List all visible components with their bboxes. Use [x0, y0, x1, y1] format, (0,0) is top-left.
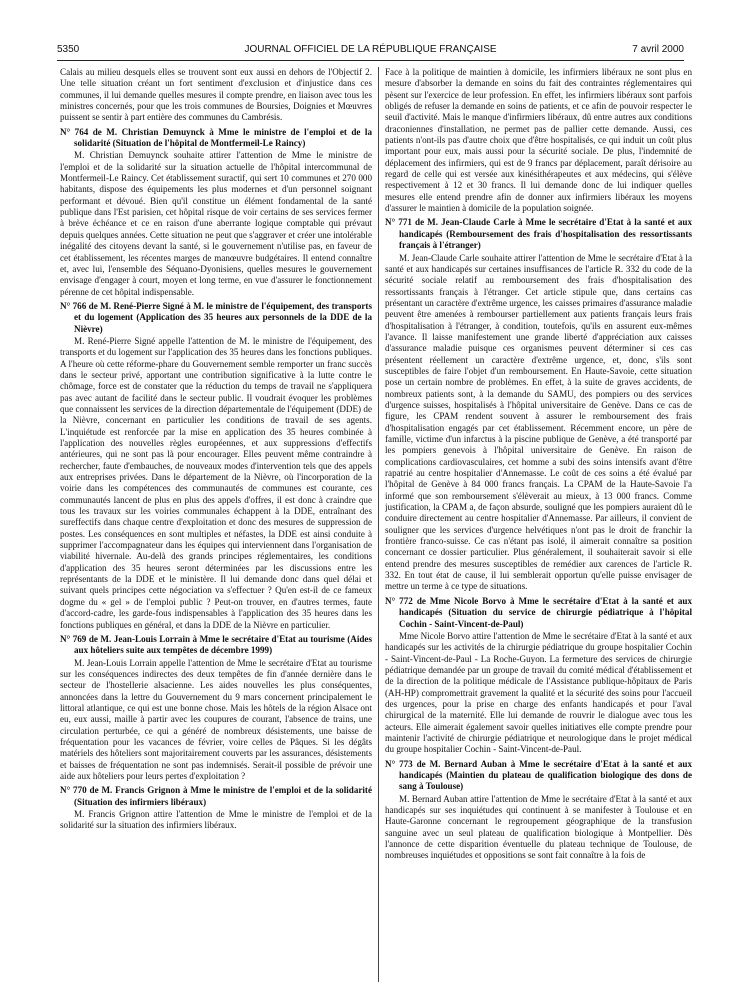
question-number: N° 770 [60, 785, 87, 796]
question-heading-769 [60, 634, 372, 657]
journal-title: JOURNAL OFFICIEL DE LA RÉPUBLIQUE FRANÇAISE [244, 44, 497, 55]
question-heading-771 [385, 217, 692, 251]
question-heading-766 [60, 301, 372, 335]
question-body-772: Mme Nicole Borvo attire l'attention de Mme le secrétaire d'Etat à la santé et aux handicapés sur les activités de la chirurgie pédiatrique du groupe hospitalier Cochin - Saint-Vincent-de-Paul - La Roche-Guyon. La fermeture des services de chirurgie pédiatrique demandée par un groupe de travail du comité médical d'établissement et de la direction de la politique médicale de l'Assistance publique-hôpitaux de Paris (AH-HP) compromettrait gravement la qualité et la sécurité des soins pour l'accueil des urgences, pour la prise en charge des enfants handicapés et pour l'aval chirurgical de la maternité. Elle lui demande de rouvrir le dialogue avec tous les acteurs. Elle aimerait également savoir quelles initiatives elle compte prendre pour maintenir l'activité de chirurgie pédiatrique et neurologique dans le projet médical du groupe hospitalier Cochin - Saint-Vincent-de-Paul. [385, 630, 692, 755]
question-number: N° 766 [60, 300, 87, 311]
question-body-771: M. Jean-Claude Carle souhaite attirer l'attention de Mme le secrétaire d'Etat à la santé et aux handicapés sur certaines insuffisances de l'article R. 332 du code de la sécurité sociale relatif au remboursement des frais d'hospitalisation des ressortissants français à l'étranger. Cet article stipule que, dans certains cas présentant un caractère d'extrême urgence, les caisses primaires d'assurance maladie peuvent être amenées à rembourser partiellement aux patients français leurs frais d'hospitalisation à l'étranger, à condition, toutefois, qu'ils en assurent eux-mêmes l'avance. Il laisse manifestement une grande liberté d'appréciation aux caisses d'assurance maladie puisque ces organismes peuvent déterminer si ces cas présentent réellement un caractère d'extrême urgence, et, donc, s'ils sont susceptibles de faire l'objet d'un remboursement. En Haute-Savoie, cette situation pose un certain nombre de problèmes. En effet, à la suite de graves accidents, de nombreux patients sont, à la demande du SAMU, des pompiers ou des services d'urgence suisses, hospitalisés à l'hôpital universitaire de Genève. Dans ce cas de figure, les CPAM rendent souvent à assurer le remboursement des frais d'hospitalisation engagés par cet établissement. Récemment encore, un père de famille, victime d'un infarctus à la piscine publique de Genève, a été transporté par les pompiers genevois à l'hôpital universitaire de Genève. En raison de complications cardiovasculaires, cet homme a subi des soins intensifs avant d'être rapatrié au centre hospitalier d'Annemasse. Le coût de ces soins a été évalué par l'hôpital de Genève à 84 000 francs français. La CPAM de la Haute-Savoie l'a informé que son remboursement s'élèverait au mieux, à 13 000 francs. Comme justification, la CPAM a, de façon absurde, souligné que les pompiers auraient dû le conduire directement au centre hospitalier d'Annemasse. Par ailleurs, il convient de souligner que les services d'urgence helvétiques n'ont pas le droit de franchir la frontière franco-suisse. Ce cas n'étant pas isolé, il aimerait connaître sa position concernant ce dossier particulier. Plus généralement, il souhaiterait savoir si elle entend prendre des mesures susceptibles de remédier aux carences de l'article R. 332. En tout état de cause, il lui semblerait opportun qu'elle puisse envisager de mettre un terme à ce type de situations. [385, 252, 692, 592]
left-column [60, 67, 372, 982]
question-title: de M. Jean-Claude Carle à Mme le secrétaire d'Etat à la santé et aux handicapés (Remboursement des frais d'hospitalisation des ressortissants français à l'étranger) [399, 217, 692, 251]
question-title: de Mme Nicole Borvo à Mme le secrétaire d'Etat à la santé et aux handicapés (Situation du service de chirurgie pédiatrique à l'hôpital Cochin - Saint-Vincent-de-Paul) [399, 595, 692, 629]
question-heading-773 [385, 759, 692, 793]
question-body-766: M. René-Pierre Signé appelle l'attention de M. le ministre de l'équipement, des transports et du logement sur l'application des 35 heures dans les fonctions publiques. A l'heure où cette réforme-phare du Gouvernement semble remporter un franc succès dans le secteur privé, apportant une contribution significative à la lutte contre le chômage, force est de constater que la réduction du temps de travail ne s'appliquera pas avec autant de facilité dans le secteur public. Il voudrait évoquer les problèmes que connaissent les services de la direction départementale de l'équipement (DDE) de la Nièvre, concernant en particulier les conditions de travail de ses agents. L'inquiétude est renforcée par la mise en application des 35 heures combinée à l'application des nouvelles règles européennes, et aux suppressions d'effectifs antérieures, qui ne sont pas là pour encourager. Elles peuvent même contraindre à rechercher, faute d'embauches, de nouveaux modes d'intervention tels que des appels aux entreprises privées. Dans le département de la Nièvre, où l'incorporation de la voirie dans les compétences des communautés de communes est courante, ces communautés lancent de plus en plus des appels d'offres, il est donc à craindre que tous les travaux sur les voiries communales échappent à la DDE, entraînant des sureffectifs dans chaque centre d'exploitation et donc des mesures de suppression de postes. Les conséquences en sont multiples et néfastes, la DDE est ainsi conduite à supprimer l'accompagnateur dans les équipes qui interviennent dans l'organisation de viabilité hivernale. Au-delà des grands principes réglementaires, les conditions d'application des 35 heures seront déterminées par les discussions entre les représentants de la DDE et le ministère. Il lui demande donc dans quel délai et suivant quels principes cette négociation va s'effectuer ? Qu'en est-il de ce fameux dogme du « gel » de l'emploi public ? Peut-on trouver, en d'autres termes, faute d'accord-cadre, les garde-fous indispensables à l'application des 35 heures dans les fonctions publiques en général, et dans la DDE de la Nièvre en particulier. [60, 335, 372, 630]
question-number: N° 773 [385, 758, 413, 769]
question-body-764: M. Christian Demuynck souhaite attirer l'attention de Mme le ministre de l'emploi et de la solidarité sur la situation actuelle de l'hôpital intercommunal de Montfermeil-Le Raincy. Cet établissement suractif, qui sert 10 communes et 270 000 habitants, dispose des équipements les plus modernes et d'un personnel soignant performant et dévoué. Bien qu'il constitue un élément fondamental de la santé publique dans l'Est parisien, cet hôpital risque de voir certains de ses services fermer à brève échéance et ce en raison d'une aberrante logique comptable qui prévaut depuis quelques années. Cette situation ne peut que s'aggraver et créer une intolérable inégalité des citoyens devant la santé, si le gouvernement n'utilise pas, en faveur de cet établissement, les récentes marges de manœuvre budgétaires. Il entend connaître et, avec lui, l'ensemble des Séquano-Dyonisiens, quelles mesures le gouvernement envisage d'engager à court, moyen et long terme, en vue d'assurer le fonctionnement pérenne de cet hôpital indispensable. [60, 150, 372, 297]
page-header [57, 42, 684, 58]
question-body-773: M. Bernard Auban attire l'attention de Mme le secrétaire d'Etat à la santé et aux handicapés sur ses inquiétudes qui continuent à se manifester à Toulouse et en Haute-Garonne concernant le regroupement géographique de la transfusion sanguine avec un seul plateau de qualification biologique à Montpellier. Dès l'annonce de cette disparition éventuelle du plateau technique de Toulouse, de nombreuses inquiétudes et oppositions se sont fait connaître à la fois de [385, 793, 692, 861]
continued-text: Face à la politique de maintien à domicile, les infirmiers libéraux ne sont plus en mesure d'absorber la demande en soins du fait des contraintes réglementaires qui pèsent sur l'exercice de leur profession. En effet, les infirmiers libéraux sont parfois obligés de refuser la demande en soins de patients, et ce afin de pouvoir respecter le seuil d'activité. Mais le manque d'infirmiers libéraux, dû entre autres aux conditions draconiennes d'installation, ne permet pas de pallier cette demande. Aussi, ces patients n'ont-ils pas d'autre choix que d'être hospitalisés, ce qui induit un coût plus important pour eux, mais aussi pour la sécurité sociale. De plus, l'indemnité de déplacement des infirmiers, qui est de 9 francs par déplacement, paraît dérisoire au regard de celle qui est versée aux kinésithérapeutes et aux médecins, qui s'élève respectivement à 12 et 30 francs. Il lui demande donc de lui indiquer quelles mesures elle entend prendre afin de donner aux infirmiers libéraux les moyens d'assurer le maintien à domicile de la population soignée. [385, 67, 692, 214]
question-number: N° 771 [385, 217, 412, 228]
question-title: de M. Francis Grignon à Mme le ministre de l'emploi et de la solidarité (Situation des infirmiers libéraux) [74, 785, 372, 807]
question-title: de M. Jean-Louis Lorrain à Mme le secrétaire d'Etat au tourisme (Aides aux hôteliers suite aux tempêtes de décembre 1999) [74, 633, 372, 656]
question-body-769: M. Jean-Louis Lorrain appelle l'attention de Mme le secrétaire d'Etat au tourisme sur les conséquences indirectes des deux tempêtes de fin d'année dernière dans le secteur de l'hostellerie alsacienne. Les aides nouvelles les plus conséquentes, annoncées dans la lettre du Gouvernement du 9 mars concernent principalement le littoral atlantique, ce qui est une bonne chose. Mais les hôtels de la région Alsace ont eu, eux aussi, maille à partir avec les coupures de courant, l'absence de trains, une circulation perturbée, ce qui a généré de nombreux désistements, une baisse de fréquentation pour les vacances de février, voire celles de Pâques. Si les dégâts matériels des hôteliers sont majoritairement couverts par les assurances, désistements et baisses de fréquentation ne sont pas indemnisés. Serait-il possible de prévoir une aide aux hôteliers pour leurs pertes d'exploitation ? [60, 657, 372, 781]
page-number: 5350 [57, 44, 80, 55]
question-number: N° 764 [60, 126, 89, 137]
continued-text: Calais au milieu desquels elles se trouvent sont eux aussi en dehors de l'Objectif 2. Une telle situation créant un fort sentiment d'exclusion et d'injustice dans ces communes, il lui demande quelles mesures il compte prendre, en liaison avec tous les ministres concernés, pour que les trois communes de Boursies, Doignies et Mœuvres puissent se sentir à part entière des communes du Cambrésis. [60, 67, 372, 123]
column-divider [378, 67, 379, 982]
question-title: de M. Bernard Auban à Mme le secrétaire d'Etat à la santé et aux handicapés (Maintien du plateau de qualification biologique des dons de sang à Toulouse) [399, 758, 692, 792]
question-number: N° 769 [60, 633, 87, 644]
right-column [385, 67, 692, 982]
question-heading-764 [60, 127, 372, 150]
question-heading-772 [385, 596, 692, 630]
question-number: N° 772 [385, 595, 413, 606]
question-body-770: M. Francis Grignon attire l'attention de Mme le ministre de l'emploi et de la solidarité sur la situation des infirmiers libéraux. [60, 809, 372, 831]
question-heading-770 [60, 785, 372, 808]
publication-date: 7 avril 2000 [632, 44, 684, 55]
header-rule [57, 60, 684, 61]
question-title: de M. Christian Demuynck à Mme le ministre de l'emploi et de la solidarité (Situation de l'hôpital de Montfermeil-Le Raincy) [74, 126, 372, 149]
question-title: de M. René-Pierre Signé à M. le ministre de l'équipement, des transports et du logement (Application des 35 heures aux personnels de la DDE de la Nièvre) [74, 300, 372, 334]
